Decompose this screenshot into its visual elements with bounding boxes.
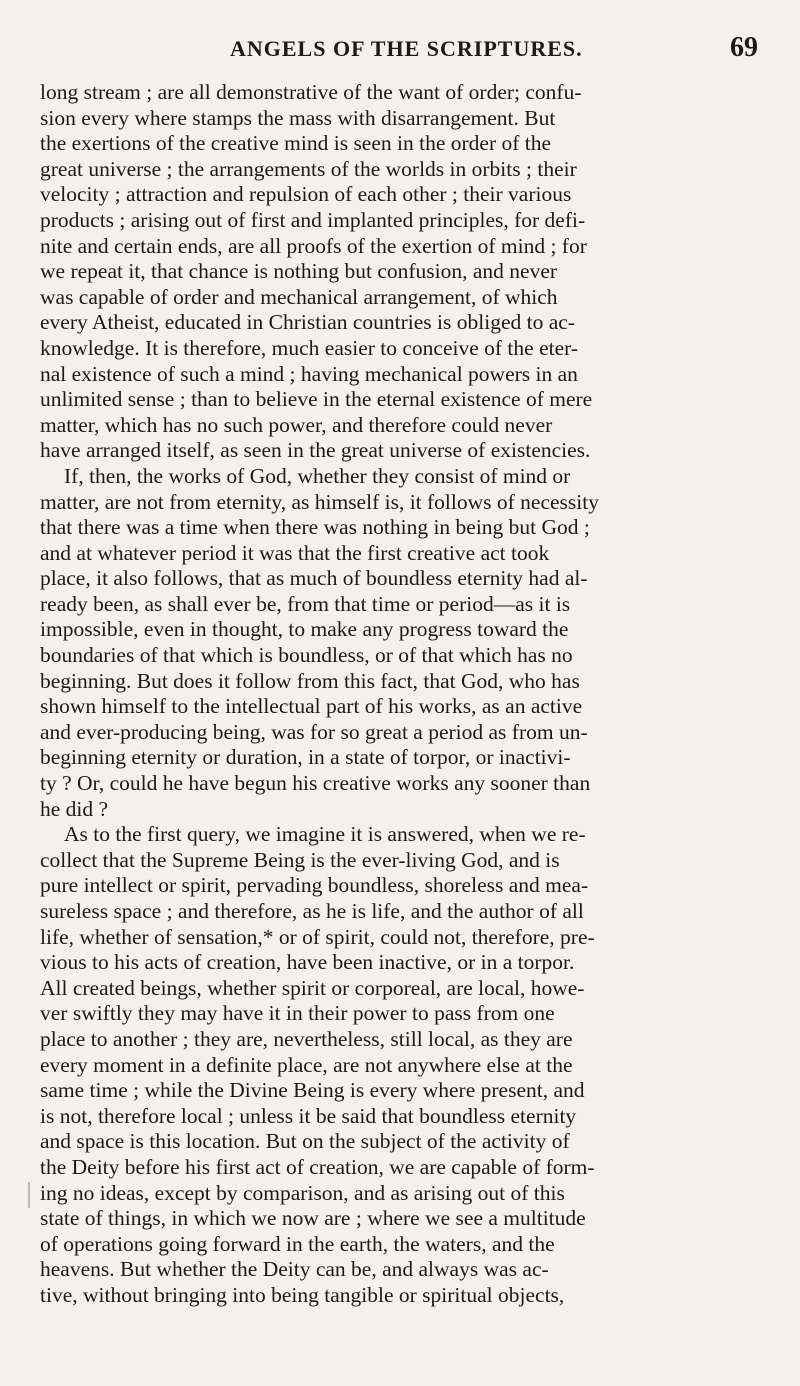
text-line: matter, which has no such power, and therefore could never: [40, 412, 553, 437]
text-line: velocity ; attraction and repulsion of each other ; their various: [40, 182, 572, 207]
text-line: pure intellect or spirit, pervading boundless, shoreless and mea-: [40, 873, 589, 898]
text-line: the Deity before his first act of creation, we are capable of form-: [40, 1154, 595, 1179]
text-line: state of things, in which we now are ; where we see a multitude: [40, 1206, 586, 1231]
text-line: is not, therefore local ; unless it be said that boundless eternity: [40, 1103, 577, 1128]
text-line: beginning. But does it follow from this fact, that God, who has: [40, 668, 580, 693]
text-line: beginning eternity or duration, in a state of torpor, or inactivi-: [40, 745, 571, 770]
text-line: have arranged itself, as seen in the great universe of existencies.: [40, 438, 591, 463]
text-line: ver swiftly they may have it in their power to pass from one: [40, 1001, 555, 1026]
text-line: matter, are not from eternity, as himself is, it follows of necessity: [40, 489, 599, 514]
text-line: sion every where stamps the mass with disarrangement. But: [40, 105, 556, 130]
text-line: knowledge. It is therefore, much easier to conceive of the eter-: [40, 335, 579, 360]
text-line: we repeat it, that chance is nothing but confusion, and never: [40, 259, 558, 284]
text-line: All created beings, whether spirit or corporeal, are local, howe-: [40, 975, 585, 1000]
text-line: boundaries of that which is boundless, or of that which has no: [40, 643, 573, 668]
text-line: nal existence of such a mind ; having mechanical powers in an: [40, 361, 578, 386]
text-line: sureless space ; and therefore, as he is life, and the author of all: [40, 899, 584, 923]
text-line: same time ; while the Divine Being is every where present, and: [40, 1078, 585, 1103]
text-line: heavens. But whether the Deity can be, and always was ac-: [40, 1257, 549, 1282]
text-line: of operations going forward in the earth, the waters, and the: [40, 1231, 555, 1256]
text-line: place to another ; they are, nevertheless, still local, as they are: [40, 1026, 573, 1051]
text-line: long stream ; are all demonstrative of the want of order; confu-: [40, 80, 582, 104]
text-line: vious to his acts of creation, have been inactive, or in a torpor.: [40, 950, 575, 975]
text-line: was capable of order and mechanical arrangement, of which: [40, 284, 558, 309]
paragraph-start-line: As to the first query, we imagine it is answered, when we re-: [64, 822, 586, 847]
text-line: that there was a time when there was nothing in being but God ;: [40, 515, 590, 540]
text-line: tive, without bringing into being tangible or spiritual objects,: [40, 1282, 565, 1307]
text-line: he did ?: [40, 796, 109, 821]
text-line: great universe ; the arrangements of the worlds in orbits ; their: [40, 156, 577, 181]
text-line: nite and certain ends, are all proofs of the exertion of mind ; for: [40, 233, 587, 258]
text-line: and space is this location. But on the subject of the activity of: [40, 1129, 570, 1154]
text-line: products ; arising out of first and implanted principles, for defi-: [40, 207, 586, 232]
text-line: collect that the Supreme Being is the ever-living God, and is: [40, 847, 560, 872]
page-header: [40, 32, 770, 76]
text-line: shown himself to the intellectual part of his works, as an active: [40, 694, 583, 719]
text-line: the exertions of the creative mind is seen in the order of the: [40, 131, 552, 156]
margin-mark: [28, 1182, 30, 1208]
page-number: 69: [730, 32, 758, 63]
text-line: place, it also follows, that as much of boundless eternity had al-: [40, 566, 588, 591]
text-line: and at whatever period it was that the first creative act took: [40, 540, 550, 565]
paragraph-start-line: If, then, the works of God, whether they consist of mind or: [64, 463, 571, 488]
text-line: impossible, even in thought, to make any progress toward the: [40, 617, 569, 642]
text-line: ing no ideas, except by comparison, and as arising out of this: [40, 1180, 565, 1205]
text-line: life, whether of sensation,* or of spirit, could not, therefore, pre-: [40, 924, 595, 949]
text-line: ready been, as shall ever be, from that time or period—as it is: [40, 591, 571, 616]
body-text: [40, 80, 778, 1309]
running-title: ANGELS OF THE SCRIPTURES.: [230, 36, 583, 61]
text-line: and ever-producing being, was for so great a period as from un-: [40, 719, 588, 744]
text-line: ty ? Or, could he have begun his creative works any sooner than: [40, 771, 591, 796]
text-line: every Atheist, educated in Christian countries is obliged to ac-: [40, 310, 575, 335]
text-line: every moment in a definite place, are not anywhere else at the: [40, 1052, 573, 1077]
text-line: unlimited sense ; than to believe in the eternal existence of mere: [40, 387, 593, 412]
